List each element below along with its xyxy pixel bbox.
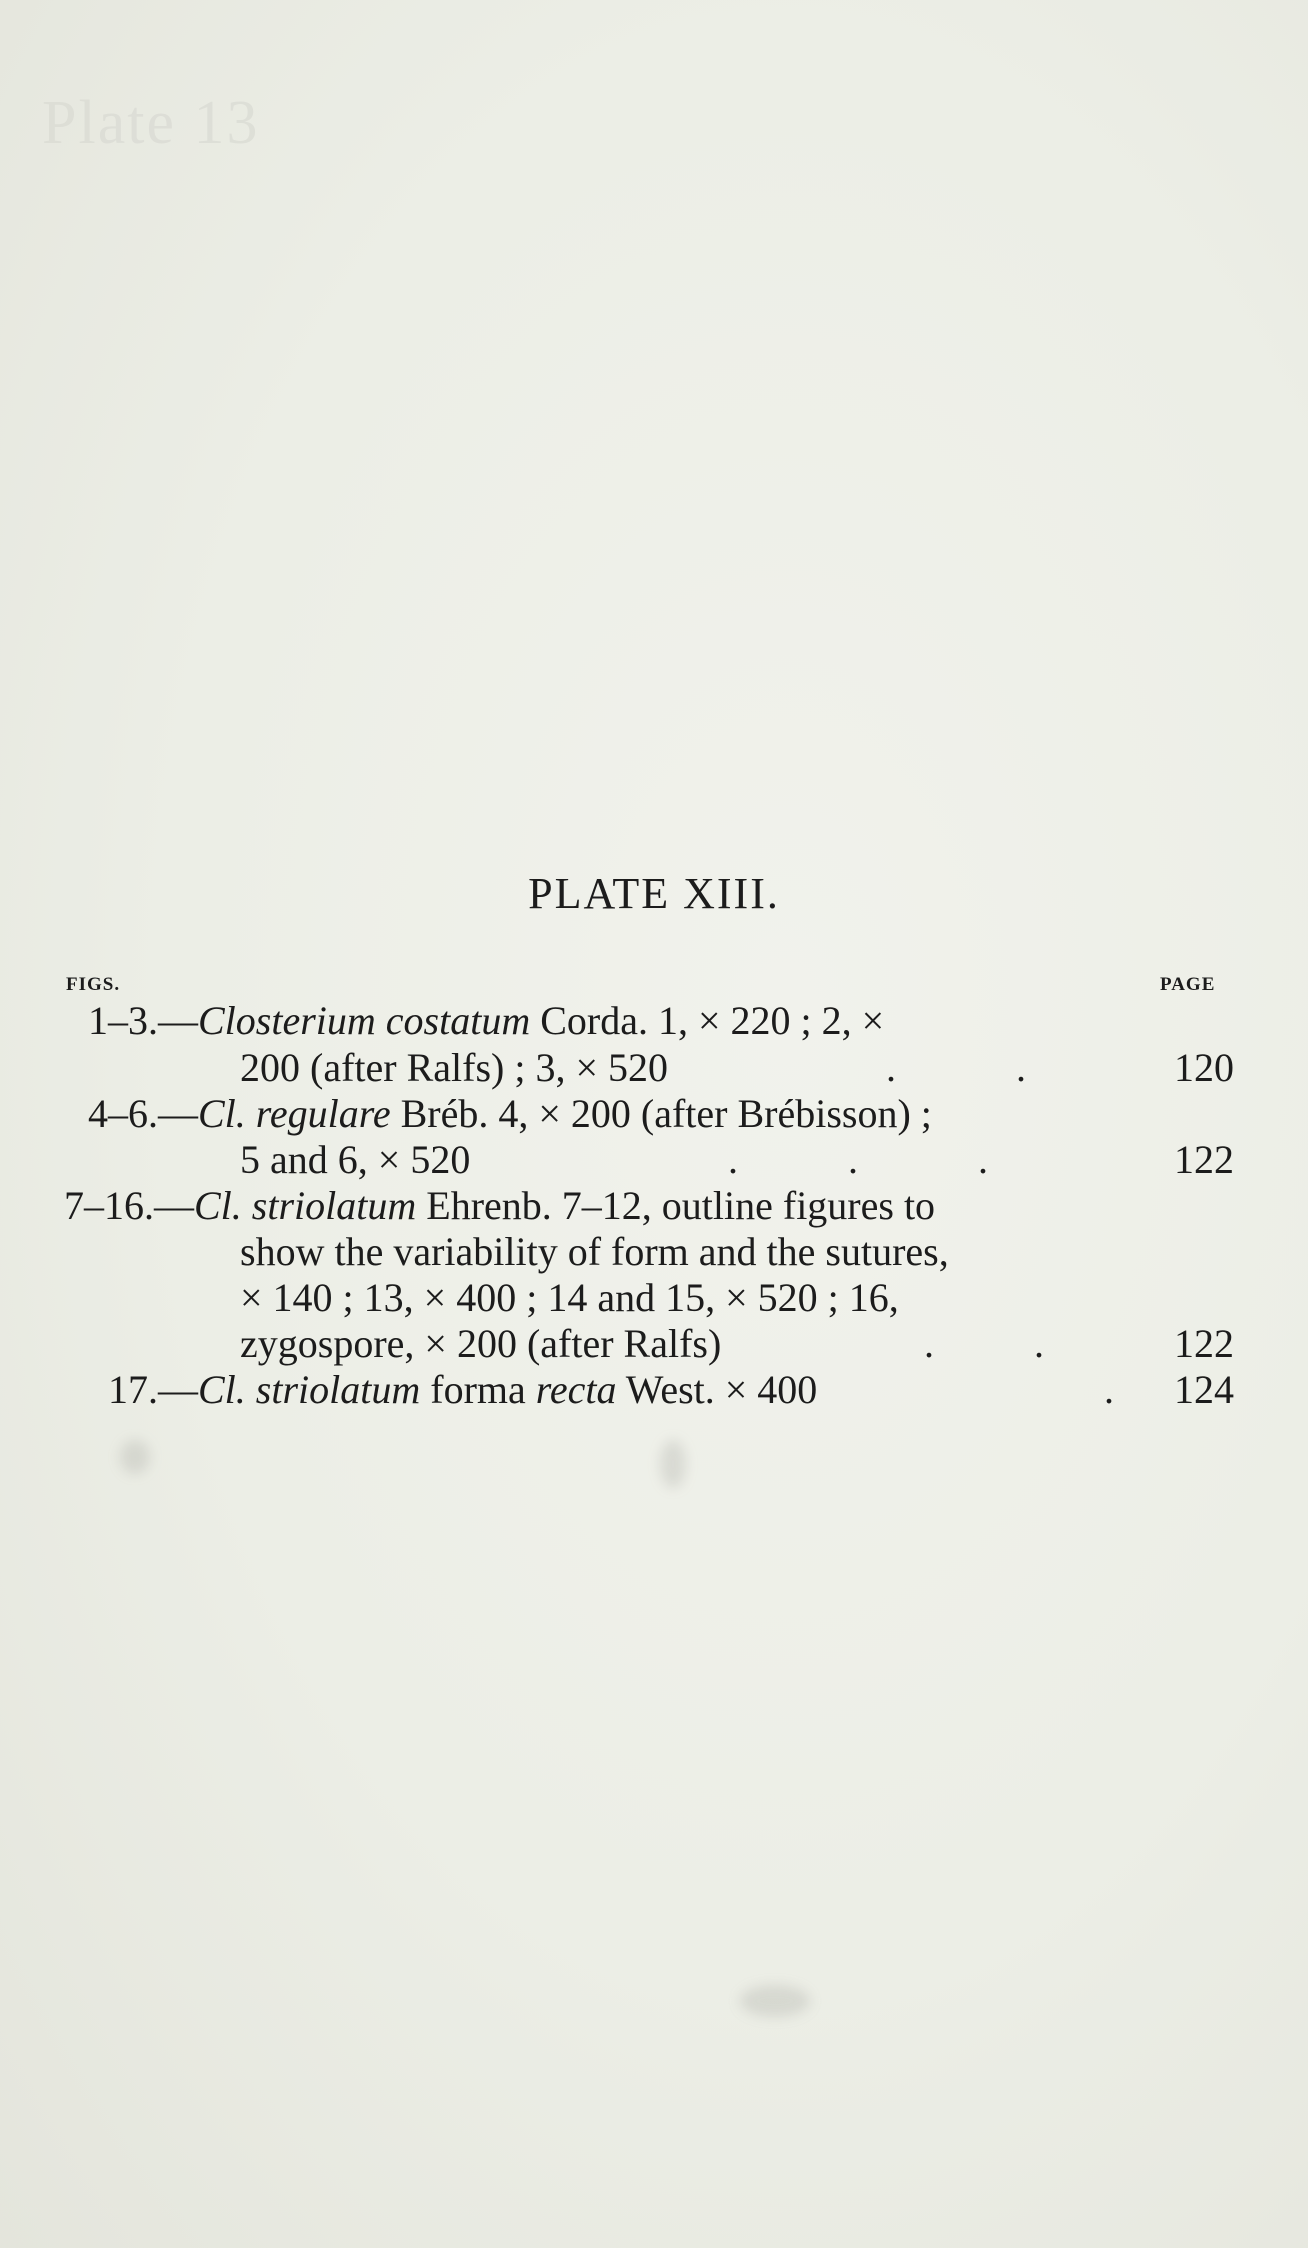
entry-3-page: 122: [1174, 1321, 1234, 1366]
page-smudge: [740, 1985, 810, 2017]
entry-4-species: Cl. striolatum: [198, 1367, 421, 1412]
entry-1-line-2: 200 (after Ralfs) ; 3, × 520: [240, 1045, 669, 1090]
page-column-header: PAGE: [1160, 974, 1216, 995]
entry-3-figs: 7–16.—: [64, 1183, 194, 1228]
entry-1-figs: 1–3.—: [88, 998, 198, 1043]
entry-1-line-1: [88, 998, 884, 1044]
entry-1-text: Corda. 1, × 220 ; 2, ×: [530, 998, 885, 1043]
entry-2-species: Cl. regulare: [198, 1091, 391, 1136]
entry-3-leader-dots: . .: [924, 1321, 1044, 1366]
entry-4-text-2: West. × 400: [616, 1367, 818, 1412]
entry-1-species: Closterium costatum: [198, 998, 531, 1043]
page-smudge: [120, 1440, 150, 1474]
entry-4-figs: 17.—: [108, 1367, 198, 1412]
entry-3-line-2: show the variability of form and the sutures,: [240, 1229, 949, 1274]
entry-3-line-4: zygospore, × 200 (after Ralfs): [240, 1321, 722, 1366]
entry-4-form: recta: [535, 1367, 617, 1412]
entry-3-species: Cl. striolatum: [194, 1183, 417, 1228]
entry-3-text: Ehrenb. 7–12, outline figures to: [416, 1183, 936, 1228]
entry-3-line-1: [64, 1183, 935, 1229]
entry-4-page: 124: [1174, 1367, 1234, 1412]
entry-2-line-1: [88, 1091, 932, 1137]
entry-4-line-1: [108, 1367, 817, 1413]
page-smudge: [660, 1440, 686, 1488]
entry-3-line-3: × 140 ; 13, × 400 ; 14 and 15, × 520 ; 16,: [240, 1275, 899, 1320]
entry-4-text: forma: [420, 1367, 536, 1412]
entry-2-text: Bréb. 4, × 200 (after Brébisson) ;: [390, 1091, 932, 1136]
entry-1-leader-dots: . .: [886, 1045, 1026, 1090]
entry-1-page: 120: [1174, 1045, 1234, 1090]
entry-4-leader-dots: .: [1104, 1367, 1114, 1412]
entry-2-figs: 4–6.—: [88, 1091, 198, 1136]
plate-title: PLATE XIII.: [528, 869, 780, 918]
entry-2-line-2: 5 and 6, × 520: [240, 1137, 471, 1182]
entry-2-page: 122: [1174, 1137, 1234, 1182]
figs-column-header: FIGS.: [66, 974, 121, 995]
entry-2-leader-dots: . . .: [728, 1137, 988, 1182]
bleed-through-heading: Plate 13: [42, 89, 260, 157]
